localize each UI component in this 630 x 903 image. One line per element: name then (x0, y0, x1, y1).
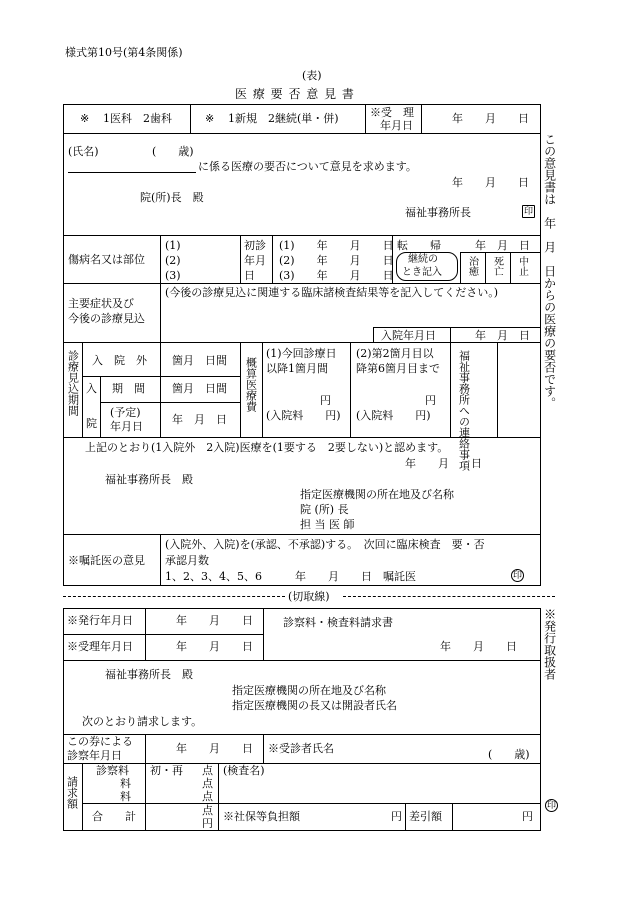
points-unit: 点 (202, 764, 213, 777)
issue-date-field[interactable]: 年 月 日 (176, 614, 253, 627)
hospital-addressee: 院(所)長 殿 (140, 191, 204, 204)
approval-text: 上記のとおり(1入院外 2入院)医療を(1要する 2要しない)と認めます。 (85, 441, 449, 454)
cost-col2-label: 降第6箇月目まで (356, 362, 440, 375)
continue-note: とき記入 (402, 267, 442, 278)
first-visit-label: 年月 (244, 254, 266, 267)
consult-line[interactable]: 1、2、3、4、5、6 年 月 日 嘱託医 (165, 570, 416, 583)
claim-title: 診察料・検査料請求書 (283, 616, 393, 629)
first-visit-date[interactable]: (2) 年 月 日 (279, 254, 394, 267)
inpatient-label: 院 (86, 417, 97, 430)
receive-date-label: ※受理年月日 (67, 640, 133, 653)
ticket-date-label: 診察年月日 (67, 749, 122, 762)
points-unit: 点 (202, 790, 213, 803)
disease-item[interactable]: (1) (165, 239, 181, 252)
issuer-side-note: ※発行取扱者 (542, 608, 557, 680)
inpatient-label: 入 (86, 382, 97, 395)
contact-label: 福祉事務所への連絡事項 (457, 350, 471, 471)
approval-addressee: 福祉事務所長 殿 (105, 473, 193, 486)
clinic-head-label: 院 (所) 長 (300, 503, 349, 516)
doctor-label: 担 当 医 師 (300, 518, 355, 531)
patient-name-label: ※受診者氏名 (268, 742, 334, 755)
total-points-unit: 点 (202, 804, 213, 817)
age-field[interactable]: ( 歳) (152, 145, 194, 158)
symptoms-note: (今後の診療見込に関連する臨床諸検査結果等を記入してください。) (165, 286, 499, 299)
period-side-label: 診療見込期間 (66, 350, 80, 416)
symptoms-label: 今後の診療見込 (68, 312, 145, 325)
disease-label: 傷病名又は部位 (68, 253, 145, 266)
balance-yen-field[interactable]: 円 (522, 810, 533, 823)
outcome-date-field[interactable]: 年 月 日 (475, 239, 530, 252)
ticket-date-label: この券による (67, 735, 133, 748)
claim-request-line: 次のとおり請求します。 (82, 715, 203, 728)
continue-note: 継続の (408, 254, 438, 265)
claim-date-field[interactable]: 年 月 日 (440, 640, 517, 653)
first-visit-label: 初診 (244, 239, 266, 252)
patient-age-field[interactable]: ( 歳) (488, 748, 530, 761)
reception-date-label: ※受 理 (370, 106, 414, 119)
outcome-cure[interactable]: 治癒 (466, 256, 478, 276)
planned-label: (予定) (110, 406, 141, 419)
outpatient-label: 入 院 外 (92, 354, 147, 367)
form-side-label: (表) (302, 69, 322, 82)
cost-col1-label: (1)今回診療日 (266, 347, 337, 360)
first-visit-date[interactable]: (3) 年 月 日 (279, 269, 394, 282)
approval-date-field[interactable]: 年 月 日 (405, 457, 482, 470)
balance-label: 差引額 (409, 810, 442, 823)
receive-date-field[interactable]: 年 月 日 (176, 640, 253, 653)
ticket-date-field[interactable]: 年 月 日 (176, 742, 253, 755)
claim-amount-label: 請求額 (65, 776, 79, 809)
issuer-seal: 印 (546, 801, 556, 811)
exam-fee-label: 料 (120, 790, 131, 803)
outpatient-period-field[interactable]: 箇月 日間 (172, 354, 227, 367)
office-seal: 印 (523, 207, 533, 217)
total-yen-unit: 円 (202, 817, 213, 830)
cost-label: 概算医療費 (244, 357, 258, 412)
welfare-office-head: 福祉事務所長 (405, 206, 471, 219)
first-visit-label: 日 (244, 269, 255, 282)
cost-col1-yen[interactable]: 円 (320, 394, 331, 407)
cost-col1-inpatient-fee[interactable]: (入院料 円) (266, 409, 341, 422)
insurance-label: ※社保等負担額 (223, 810, 300, 823)
name-underline (68, 172, 196, 173)
request-line: に係る医療の要否について意見を求めます。 (198, 160, 417, 173)
insurance-yen-field[interactable]: 円 (391, 810, 402, 823)
cost-col2-yen[interactable]: 円 (425, 394, 436, 407)
request-date-field[interactable]: 年 月 日 (452, 176, 529, 189)
medical-kind-field[interactable]: 1医科 2歯科 (103, 112, 172, 125)
cut-line-label: (切取線) (288, 590, 330, 603)
inpatient-period-label: 期 間 (112, 382, 145, 395)
reception-date-field[interactable]: 年 月 日 (452, 112, 529, 125)
cut-line-right (343, 596, 555, 597)
outcome-label: 転 帰 (397, 239, 441, 252)
exam-fee-label: 診察料 (96, 764, 129, 777)
new-continue-field[interactable]: 1新規 2継続(単・併) (228, 112, 339, 125)
consult-line[interactable]: (入院外、入院)を(承認、不承認)する。 次回に臨床検査 要・否 (165, 538, 485, 551)
revisit-field[interactable]: 初・再 (150, 764, 183, 777)
inpatient-period-field[interactable]: 箇月 日間 (172, 382, 227, 395)
outcome-death[interactable]: 死亡 (491, 256, 503, 276)
cost-col2-inpatient-fee[interactable]: (入院料 円) (356, 409, 431, 422)
cut-line-left (63, 596, 285, 597)
planned-date-field[interactable]: 年 月 日 (172, 413, 227, 426)
planned-label: 年月日 (110, 420, 143, 433)
points-unit: 点 (202, 777, 213, 790)
disease-item[interactable]: (3) (165, 269, 181, 282)
test-name-field[interactable]: (検査名) (223, 764, 265, 777)
validity-note: この意見書は 年 月 日からの医療の要否です。 (542, 133, 557, 409)
admission-date-label: 入院年月日 (381, 329, 436, 342)
outcome-stop[interactable]: 中止 (516, 256, 528, 276)
consult-line[interactable]: 承認月数 (165, 554, 209, 567)
exam-fee-label: 料 (120, 777, 131, 790)
consult-seal: 印 (512, 571, 522, 581)
total-label: 合 計 (92, 810, 136, 823)
consult-label: ※嘱託医の意見 (68, 554, 145, 567)
clinic-name-label: 指定医療機関の所在地及び名称 (300, 488, 454, 501)
first-visit-date[interactable]: (1) 年 月 日 (279, 239, 394, 252)
cost-col2-label: (2)第2箇月目以 (356, 347, 434, 360)
reception-date-label: 年月日 (380, 119, 413, 132)
admission-date-field[interactable]: 年 月 日 (475, 329, 530, 342)
symptoms-label: 主要症状及び (68, 297, 134, 310)
page-title: 医 療 要 否 意 見 書 (235, 87, 355, 101)
mark-symbol: ※ (80, 112, 90, 125)
disease-item[interactable]: (2) (165, 254, 181, 267)
cost-col1-label: 以降1箇月間 (266, 362, 328, 375)
form-number: 様式第10号(第4条関係) (65, 46, 183, 59)
mark-symbol: ※ (205, 112, 215, 125)
claim-clinic-head: 指定医療機関の長又は開設者氏名 (232, 699, 397, 712)
name-label: (氏名) (68, 145, 99, 158)
claim-clinic-name: 指定医療機関の所在地及び名称 (232, 684, 386, 697)
issue-date-label: ※発行年月日 (67, 614, 133, 627)
claim-addressee: 福祉事務所長 殿 (105, 668, 193, 681)
